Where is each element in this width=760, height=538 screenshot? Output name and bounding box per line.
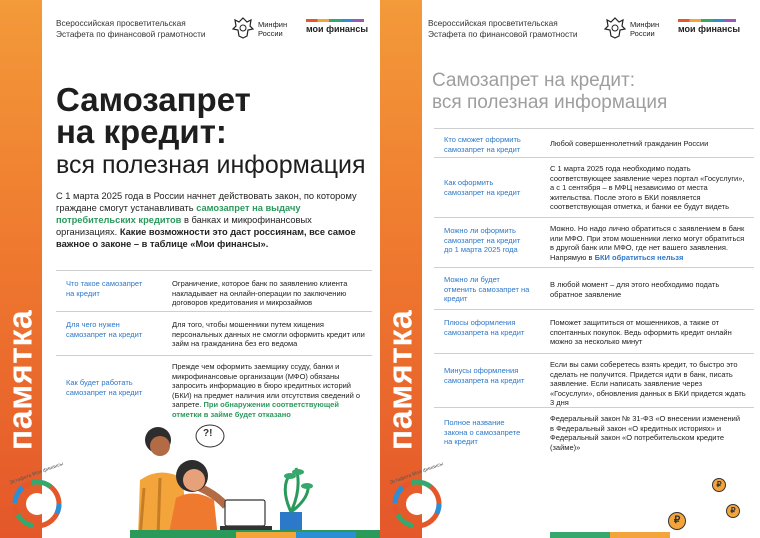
left-title — [56, 81, 366, 180]
emblem-icon — [604, 16, 626, 40]
coin-icon: ₽ — [726, 504, 740, 518]
row-answer: Федеральный закон № 31-ФЗ «О внесении изменений в Федеральный закон «О кредитных историях» и Федеральный закон «О потребительском кредите (займе)» — [550, 414, 741, 452]
org-line-1: Всероссийская просветительская — [428, 18, 558, 28]
row-answer: Ограничение, которое банк по заявлению клиента накладывает на онлайн-операции по заключению договоров кредитования и микрозаймов — [172, 279, 348, 307]
minfin-line-2: России — [258, 29, 283, 38]
minfin-line-1: Минфин — [630, 20, 660, 29]
coin-icon: ₽ — [668, 512, 686, 530]
row-question: Можно ли оформить самозапрет на кредит до 1 марта 2025 года — [444, 226, 521, 254]
intro-bold: Какие возможности это даст россиянам, все самое важное о законе – в таблице «Мои финансы». — [56, 227, 356, 249]
row-answer-text: Можно. Но надо лично обратиться с заявлением в банк или МФО. При этом мошенники легко могут обратиться в другой банк или МФО, где нет вашего заявления. Напрямую в — [550, 224, 745, 262]
table-row — [434, 128, 754, 158]
left-header — [56, 16, 372, 46]
table-row — [56, 312, 372, 356]
row-question: Минусы оформления самозапрета на кредит — [444, 366, 525, 385]
org-name — [428, 18, 578, 40]
minfin-line-1: Минфин — [258, 20, 288, 29]
table-row — [56, 270, 372, 312]
stripe-label: памятка — [381, 309, 420, 451]
table-row — [434, 268, 754, 310]
row-answer — [172, 362, 368, 419]
right-info-table — [434, 128, 754, 462]
minfin-label — [258, 20, 287, 38]
bottom-accent-green — [550, 532, 610, 538]
table-row — [434, 354, 754, 408]
org-line-1: Всероссийская просветительская — [56, 18, 186, 28]
row-answer-highlight: БКИ обратиться нельзя — [594, 252, 684, 262]
org-name — [56, 18, 206, 40]
row-answer: В любой момент – для этого необходимо подать обратное заявление — [550, 280, 720, 299]
right-title — [432, 70, 732, 114]
title-line-2: вся полезная информация — [432, 92, 668, 113]
table-row — [434, 218, 754, 268]
bottom-accent-blue — [296, 532, 356, 538]
stripe-label: памятка — [1, 309, 40, 451]
row-question: Как будет работать самозапрет на кредит — [66, 378, 143, 397]
coin-icon: ₽ — [712, 478, 726, 492]
title-line-1: Самозапрет на кредит: — [432, 70, 636, 91]
bottom-accent-orange — [236, 532, 296, 538]
minfin-line-2: России — [630, 29, 655, 38]
row-answer — [550, 224, 746, 262]
intro-highlight: самозапрет на выдачу потребительских кредитов — [56, 203, 301, 225]
moi-finansy-logo-bar — [306, 19, 364, 22]
row-answer: Поможет защититься от мошенников, а также от спонтанных покупок. Ведь оформить кредит онлайн можно за несколько минут — [550, 318, 732, 346]
intro-text-1: С 1 марта 2025 года в России начнет действовать закон, по которому граждане смогут устанавливать — [56, 191, 357, 213]
row-question: Плюсы оформления самозапрета на кредит — [444, 318, 525, 337]
intro-text-2: в банках и микрофинансовых организациях. — [56, 215, 312, 237]
row-answer: Любой совершеннолетний гражданин России — [550, 139, 709, 148]
estafeta-badge-label: Эстафета Мои финансы — [8, 461, 65, 487]
minfin-label — [630, 20, 659, 38]
speech-bubble-text: ?! — [203, 428, 213, 439]
row-answer-highlight: При обнаружении соответствующей отметки в займе будет отказано — [172, 400, 339, 419]
moi-finansy-logo: мои финансы — [678, 24, 741, 34]
estafeta-badge-label: Эстафета Мои финансы — [388, 461, 445, 487]
right-header — [428, 16, 744, 46]
left-stripe — [0, 0, 42, 538]
moi-finansy-logo-bar — [678, 19, 736, 22]
emblem-icon — [232, 16, 254, 40]
row-question: Можно ли будет отменить самозапрет на кредит — [444, 275, 530, 303]
row-answer: Если вы сами соберетесь взять кредит, то быстро это сделать не получится. Придется идти в банк, писать заявление. Если написать заявление через «Госуслуги», обновления данных в БКИ придется ждать 3 дня — [550, 360, 746, 407]
row-question: Что такое самозапрет на кредит — [66, 279, 143, 298]
table-row — [434, 158, 754, 218]
row-question: Кто сможет оформить самозапрет на кредит — [444, 135, 521, 154]
row-question: Как оформить самозапрет на кредит — [444, 178, 521, 197]
row-answer-text: Прежде чем оформить заемщику ссуду, банки и микрофинансовые организации (МФО) обязаны запросить информацию в бюро кредитных историй (БКИ) на предмет наличия или отсутствия сведений о запрете. — [172, 362, 361, 409]
org-line-2: Эстафета по финансовой грамотности — [428, 29, 578, 39]
people-laptop-illustration — [130, 418, 380, 538]
right-page — [380, 0, 760, 538]
title-line-2: на кредит: — [56, 113, 227, 150]
table-row — [434, 408, 754, 462]
row-answer: С 1 марта 2025 года необходимо подать соответствующее заявление через портал «Госуслуги», а с 1 сентября – в МФЦ независимо от места жительства. После этого в БКИ появляется соответствующая отметка, и банки ее будут видеть — [550, 164, 745, 211]
table-row — [56, 356, 372, 422]
title-line-1: Самозапрет — [56, 81, 251, 118]
org-line-2: Эстафета по финансовой грамотности — [56, 29, 206, 39]
row-question: Для чего нужен самозапрет на кредит — [66, 320, 143, 339]
bottom-accent-orange — [610, 532, 670, 538]
intro-paragraph — [56, 190, 366, 250]
table-row — [434, 310, 754, 354]
row-answer: Для того, чтобы мошенники путем хищения персональных данных не смогли оформить кредит или займ на гражданина без его ведома — [172, 320, 365, 348]
right-stripe — [380, 0, 422, 538]
moi-finansy-logo: мои финансы — [306, 24, 369, 34]
title-line-3: вся полезная информация — [56, 151, 366, 179]
row-question: Полное название закона о самозапрете на кредит — [444, 418, 521, 446]
left-info-table — [56, 270, 372, 422]
